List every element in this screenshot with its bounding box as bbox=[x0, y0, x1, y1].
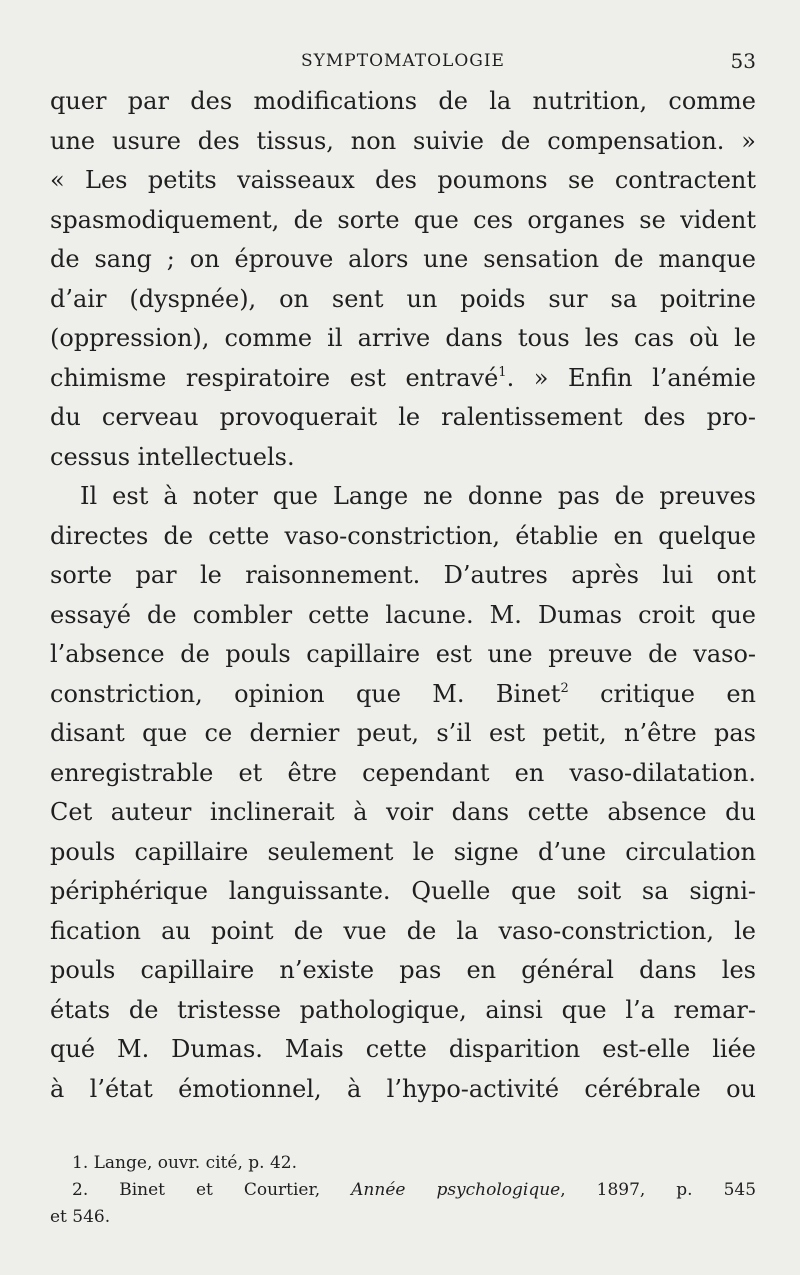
text-line: Cet auteur inclinerait à voir dans cette absence du bbox=[50, 798, 756, 826]
text-line: fication au point de vue de la vaso-constriction, le bbox=[50, 916, 756, 945]
page-number: 53 bbox=[730, 49, 756, 73]
text-line: disant que ce dernier peut, s’il est petit, n’être pas bbox=[50, 719, 756, 747]
footnote-2-text-end: , 1897, p. 545 bbox=[560, 1180, 757, 1200]
text-segment: . » Enfin l’anémie bbox=[506, 363, 756, 392]
text-line: qué M. Dumas. Mais cette disparition est-elle liée bbox=[50, 1035, 756, 1063]
text-line: essayé de combler cette lacune. M. Dumas croit que bbox=[50, 600, 756, 629]
text-line bbox=[50, 359, 756, 399]
footnote-2-continuation: et 546. bbox=[50, 1207, 111, 1227]
text-segment: chimisme respiratoire est entravé bbox=[50, 363, 499, 392]
body-text bbox=[50, 82, 756, 1109]
text-line: « Les petits vaisseaux des poumons se contractent bbox=[50, 166, 756, 194]
text-line: spasmodiquement, de sorte que ces organes se vident bbox=[50, 205, 756, 234]
footnote-ref-2: 2 bbox=[560, 680, 569, 696]
running-head bbox=[50, 46, 756, 76]
footnote-2 bbox=[50, 1177, 756, 1204]
footnote-2-journal-title: Année psychologique bbox=[351, 1180, 561, 1200]
text-line: directes de cette vaso-constriction, établie en quelque bbox=[50, 521, 756, 550]
text-line: états de tristesse pathologique, ainsi que l’a remar- bbox=[50, 995, 756, 1024]
text-line: enregistrable et être cependant en vaso-dilatation. bbox=[50, 758, 756, 787]
paragraph-start: Il est à noter que Lange ne donne pas de preuves bbox=[80, 482, 756, 510]
text-line: quer par des modifications de la nutrition, comme bbox=[50, 87, 756, 115]
text-line: l’absence de pouls capillaire est une preuve de vaso- bbox=[50, 640, 756, 668]
footnote-ref-1: 1 bbox=[498, 364, 507, 380]
text-line: d’air (dyspnée), on sent un poids sur sa poitrine bbox=[50, 284, 756, 313]
text-line: à l’état émotionnel, à l’hypo-activité cérébrale ou bbox=[50, 1074, 756, 1103]
text-line: du cerveau provoquerait le ralentissement des pro- bbox=[50, 403, 756, 431]
text-line: périphérique languissante. Quelle que soit sa signi- bbox=[50, 877, 756, 905]
footnote-1: 1. Lange, ouvr. cité, p. 42. bbox=[72, 1153, 297, 1173]
running-head-title: SYMPTOMATOLOGIE bbox=[301, 51, 505, 71]
text-segment: constriction, opinion que M. Binet bbox=[50, 679, 561, 708]
text-line: pouls capillaire seulement le signe d’une circulation bbox=[50, 837, 756, 866]
text-line: une usure des tissus, non suivie de compensation. » bbox=[50, 126, 756, 155]
text-line: de sang ; on éprouve alors une sensation de manque bbox=[50, 245, 756, 273]
text-segment: critique en bbox=[568, 679, 756, 708]
text-line: (oppression), comme il arrive dans tous les cas où le bbox=[50, 324, 756, 352]
text-line: sorte par le raisonnement. D’autres après lui ont bbox=[50, 561, 756, 589]
text-line bbox=[50, 675, 756, 715]
text-line: cessus intellectuels. bbox=[50, 442, 295, 471]
text-line: pouls capillaire n’existe pas en général dans les bbox=[50, 956, 756, 984]
footnote-2-text: 2. Binet et Courtier, bbox=[72, 1180, 321, 1200]
footnotes bbox=[50, 1150, 756, 1231]
